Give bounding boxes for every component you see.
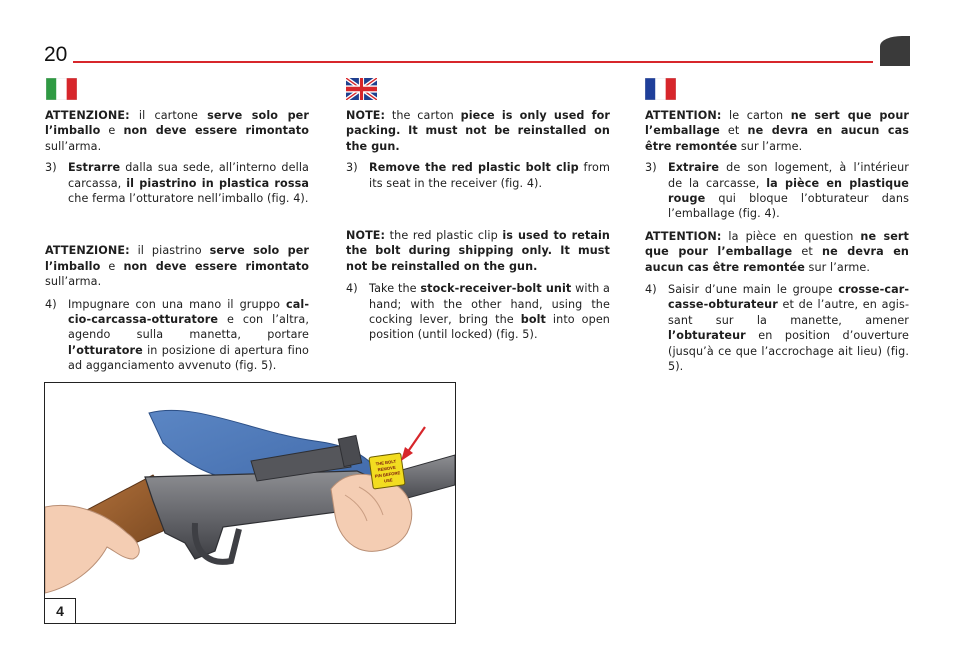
figure-label: 4 bbox=[45, 598, 76, 623]
figure-illustration bbox=[45, 383, 455, 623]
red-arrow-icon bbox=[401, 427, 425, 461]
note-clip-en: NOTE: the red plastic clip is used to retain the bolt during shipping only. It must not be reinstalled on the gun. bbox=[346, 229, 610, 273]
note-clip-it: ATTENZIONE: il piastrino serve solo per l’imballo e non deve essere rimontato sull’arma. bbox=[45, 244, 310, 289]
note-clip-fr: ATTENTION: la pièce en question ne sert que pour l’emballage et ne devra en aucun cas être remontée sur l’arme. bbox=[645, 229, 909, 274]
note-carton-it: ATTENZIONE: il cartone serve solo per l’imballo e non deve essere rimontato sull’arma. bbox=[45, 109, 310, 153]
svg-text:PIN BEFORE: PIN BEFORE bbox=[374, 470, 401, 479]
step-3-en: 3) Remove the red plastic bolt clip from its seat in the receiver (fig. 4). bbox=[346, 161, 610, 190]
column-italian bbox=[45, 108, 309, 374]
corner-tab bbox=[880, 36, 910, 66]
column-english bbox=[346, 108, 610, 343]
svg-text:THE BOLT: THE BOLT bbox=[375, 458, 397, 467]
header-rule bbox=[73, 61, 873, 63]
step-4-en: 4) Take the stock-receiver-bolt unit with a hand; with the other hand, using the cocking lever, bring the bolt into open position (until locked) (fig. 5). bbox=[346, 282, 611, 342]
figure-4 bbox=[44, 382, 456, 624]
france-flag-icon bbox=[645, 78, 676, 100]
svg-text:USE: USE bbox=[383, 477, 393, 484]
bolt-clip bbox=[369, 453, 405, 489]
uk-flag-icon bbox=[346, 78, 377, 100]
page-number: 20 bbox=[44, 43, 68, 66]
step-4-fr: 4) Saisir d’une main le groupe crosse-carcasse-obturateur et de l’autre, en agissant sur la manette, amener l’obturateur en position d’ouverture (jusqu’à ce que l’accrochage ait lieu) (fig. 5). bbox=[645, 283, 909, 374]
column-french bbox=[645, 108, 909, 375]
svg-text:REMOVE: REMOVE bbox=[377, 464, 396, 473]
italy-flag-icon bbox=[46, 78, 77, 100]
note-carton-en: NOTE: the carton piece is only used for packing. It must not be reinstalled on the gun. bbox=[346, 109, 610, 153]
step-4-it: 4) Impugnare con una mano il gruppo calcio-carcassa-otturatore e con l’altra, agendo sulla manetta, portare l’otturatore in posizione di apertura fino ad agganciamento avvenuto (fig. 5). bbox=[45, 297, 309, 373]
note-carton-fr: ATTENTION: le carton ne sert que pour l’emballage et ne devra en aucun cas être remontée sur l’arme. bbox=[645, 109, 909, 153]
step-3-fr: 3) Extraire de son logement, à l’intérieur de la carcasse, la pièce en plastique rouge qui bloque l’obturateur dans l’emballage (fig. 4). bbox=[645, 161, 909, 221]
step-3-it: 3) Estrarre dalla sua sede, all’interno della carcassa, il piastrino in plastica rossa che ferma l’otturatore nell’imballo (fig. 4). bbox=[45, 161, 310, 206]
